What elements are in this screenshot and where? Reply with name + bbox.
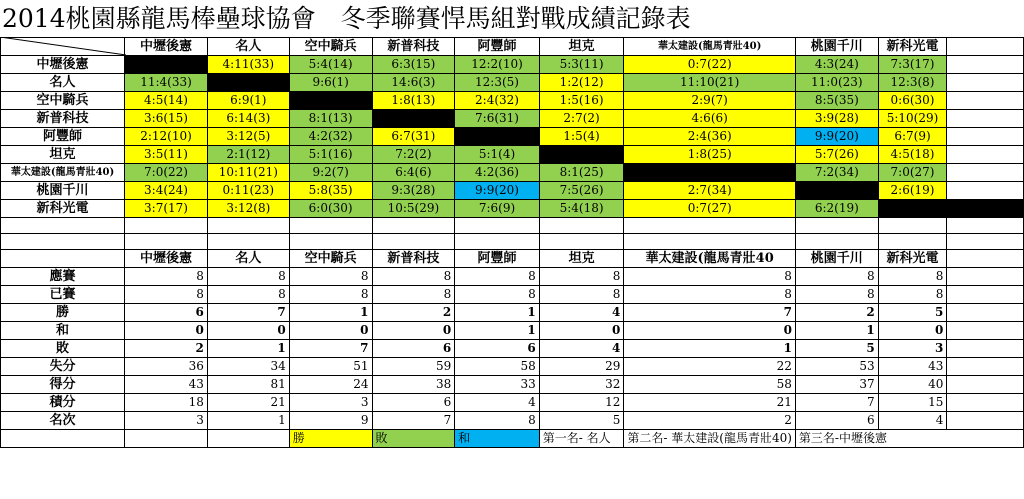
empty-cell xyxy=(947,74,1024,92)
empty-cell xyxy=(878,218,947,234)
stats-header-team: 坦克 xyxy=(539,250,624,268)
matrix-row-team: 新科光電 xyxy=(1,200,125,218)
score-cell: 7:2(34) xyxy=(795,164,878,182)
empty-cell xyxy=(947,128,1024,146)
score-cell: 8:5(35) xyxy=(795,92,878,110)
matrix-header-team: 中壢後憲 xyxy=(125,38,208,56)
blocked-cell xyxy=(372,110,455,128)
stats-value: 7 xyxy=(795,394,878,412)
stats-value: 8 xyxy=(539,286,624,304)
stats-value: 8 xyxy=(207,286,289,304)
score-cell: 3:5(11) xyxy=(125,146,208,164)
score-cell: 4:5(14) xyxy=(125,92,208,110)
empty-cell xyxy=(947,268,1024,286)
stats-value: 36 xyxy=(125,358,208,376)
score-cell: 7:3(17) xyxy=(878,56,947,74)
stats-value: 0 xyxy=(624,322,796,340)
stats-value: 2 xyxy=(795,304,878,322)
score-cell: 7:0(27) xyxy=(878,164,947,182)
score-cell: 14:6(3) xyxy=(372,74,455,92)
score-cell: 11:10(21) xyxy=(624,74,796,92)
blocked-cell xyxy=(539,146,624,164)
legend-rank1: 第一名- 名人 xyxy=(539,430,624,448)
score-cell: 6:7(9) xyxy=(878,128,947,146)
stats-value: 0 xyxy=(372,322,455,340)
stats-value: 59 xyxy=(372,358,455,376)
empty-cell xyxy=(207,430,289,448)
stats-value: 9 xyxy=(289,412,372,430)
empty-cell xyxy=(947,394,1024,412)
stats-value: 1 xyxy=(455,304,539,322)
blocked-cell xyxy=(455,128,539,146)
score-cell: 1:8(25) xyxy=(624,146,796,164)
matrix-row xyxy=(1,110,1024,128)
stats-value: 8 xyxy=(125,286,208,304)
legend-rank3: 第三名-中壢後憲 xyxy=(795,430,1023,448)
score-cell: 0:11(23) xyxy=(207,182,289,200)
empty-cell xyxy=(947,322,1024,340)
stats-row-label: 積分 xyxy=(1,394,125,412)
score-cell: 2:1(12) xyxy=(207,146,289,164)
score-cell: 6:0(30) xyxy=(289,200,372,218)
matrix-header-team: 華太建設(龍馬青壯40) xyxy=(624,38,796,56)
empty-cell xyxy=(125,430,208,448)
matrix-header-team: 新普科技 xyxy=(372,38,455,56)
stats-value: 1 xyxy=(455,322,539,340)
score-cell: 6:4(6) xyxy=(372,164,455,182)
score-cell: 7:0(22) xyxy=(125,164,208,182)
stats-header-team: 名人 xyxy=(207,250,289,268)
score-cell: 3:7(17) xyxy=(125,200,208,218)
stats-row-label: 應賽 xyxy=(1,268,125,286)
score-cell: 7:6(31) xyxy=(455,110,539,128)
stats-row xyxy=(1,322,1024,340)
empty-cell xyxy=(125,218,208,234)
empty-cell xyxy=(947,182,1024,200)
empty-cell xyxy=(455,234,539,250)
stats-value: 7 xyxy=(289,340,372,358)
stats-row-label: 勝 xyxy=(1,304,125,322)
empty-cell xyxy=(947,146,1024,164)
legend-win: 勝 xyxy=(289,430,372,448)
score-cell: 9:9(20) xyxy=(795,128,878,146)
stats-value: 0 xyxy=(289,322,372,340)
stats-value: 81 xyxy=(207,376,289,394)
matrix-row xyxy=(1,182,1024,200)
stats-value: 4 xyxy=(878,412,947,430)
empty-cell xyxy=(878,234,947,250)
stats-row xyxy=(1,412,1024,430)
score-cell: 5:4(14) xyxy=(289,56,372,74)
score-cell: 2:6(19) xyxy=(878,182,947,200)
stats-value: 6 xyxy=(125,304,208,322)
stats-value: 12 xyxy=(539,394,624,412)
stats-value: 8 xyxy=(624,268,796,286)
stats-value: 58 xyxy=(455,358,539,376)
spacer-row xyxy=(1,234,1024,250)
empty-cell xyxy=(289,234,372,250)
stats-value: 1 xyxy=(289,304,372,322)
empty-cell xyxy=(947,286,1024,304)
score-cell: 9:2(7) xyxy=(289,164,372,182)
matrix-header-row xyxy=(1,38,1024,56)
score-cell: 1:5(4) xyxy=(539,128,624,146)
empty-cell xyxy=(1,430,125,448)
score-cell: 1:2(12) xyxy=(539,74,624,92)
empty-cell xyxy=(125,234,208,250)
empty-cell xyxy=(539,234,624,250)
empty-cell xyxy=(947,200,1024,218)
score-cell: 12:3(8) xyxy=(878,74,947,92)
stats-header-team: 新科光電 xyxy=(878,250,947,268)
blocked-cell xyxy=(795,182,878,200)
stats-header-team: 中壢後憲 xyxy=(125,250,208,268)
stats-value: 24 xyxy=(289,376,372,394)
legend-loss: 敗 xyxy=(372,430,455,448)
empty-cell xyxy=(795,234,878,250)
score-cell: 9:9(20) xyxy=(455,182,539,200)
blocked-cell xyxy=(878,200,947,218)
stats-value: 6 xyxy=(455,340,539,358)
empty-cell xyxy=(947,218,1024,234)
stats-value: 21 xyxy=(207,394,289,412)
stats-value: 1 xyxy=(795,322,878,340)
stats-value: 8 xyxy=(795,286,878,304)
legend-rank2: 第二名- 華太建設(龍馬青壯40) xyxy=(624,430,796,448)
stats-header-team: 阿豐師 xyxy=(455,250,539,268)
stats-value: 8 xyxy=(289,286,372,304)
blocked-cell xyxy=(207,74,289,92)
stats-value: 0 xyxy=(125,322,208,340)
empty-cell xyxy=(947,376,1024,394)
stats-row-label: 失分 xyxy=(1,358,125,376)
score-cell: 0:7(22) xyxy=(624,56,796,74)
stats-value: 43 xyxy=(878,358,947,376)
stats-value: 51 xyxy=(289,358,372,376)
stats-value: 18 xyxy=(125,394,208,412)
stats-value: 1 xyxy=(207,340,289,358)
stats-value: 32 xyxy=(539,376,624,394)
matrix-row xyxy=(1,92,1024,110)
stats-value: 7 xyxy=(624,304,796,322)
score-cell: 3:4(24) xyxy=(125,182,208,200)
stats-value: 2 xyxy=(125,340,208,358)
stats-row-label: 得分 xyxy=(1,376,125,394)
stats-value: 5 xyxy=(795,340,878,358)
score-cell: 6:2(19) xyxy=(795,200,878,218)
stats-row xyxy=(1,376,1024,394)
empty-cell xyxy=(947,38,1024,56)
score-cell: 9:6(1) xyxy=(289,74,372,92)
score-cell: 4:5(18) xyxy=(878,146,947,164)
legend-row xyxy=(1,430,1024,448)
stats-row xyxy=(1,304,1024,322)
stats-value: 2 xyxy=(372,304,455,322)
score-cell: 1:5(16) xyxy=(539,92,624,110)
empty-cell xyxy=(947,358,1024,376)
empty-cell xyxy=(539,218,624,234)
stats-value: 8 xyxy=(795,268,878,286)
empty-cell xyxy=(1,218,125,234)
matrix-row xyxy=(1,200,1024,218)
stats-header-row xyxy=(1,250,1024,268)
score-cell: 5:3(11) xyxy=(539,56,624,74)
score-cell: 2:9(7) xyxy=(624,92,796,110)
stats-value: 4 xyxy=(539,304,624,322)
empty-cell xyxy=(947,56,1024,74)
score-cell: 4:6(6) xyxy=(624,110,796,128)
score-cell: 5:1(16) xyxy=(289,146,372,164)
stats-header-team: 新普科技 xyxy=(372,250,455,268)
stats-value: 33 xyxy=(455,376,539,394)
score-cell: 4:11(33) xyxy=(207,56,289,74)
empty-cell xyxy=(947,92,1024,110)
empty-cell xyxy=(947,250,1024,268)
matrix-header-team: 坦克 xyxy=(539,38,624,56)
score-cell: 10:11(21) xyxy=(207,164,289,182)
stats-header-team: 空中騎兵 xyxy=(289,250,372,268)
stats-value: 7 xyxy=(372,412,455,430)
blocked-cell xyxy=(624,164,796,182)
stats-row-label: 敗 xyxy=(1,340,125,358)
stats-value: 58 xyxy=(624,376,796,394)
score-cell: 10:5(29) xyxy=(372,200,455,218)
stats-value: 8 xyxy=(125,268,208,286)
score-cell: 7:6(9) xyxy=(455,200,539,218)
stats-value: 8 xyxy=(372,286,455,304)
legend-tie: 和 xyxy=(455,430,539,448)
score-cell: 3:12(8) xyxy=(207,200,289,218)
empty-cell xyxy=(947,304,1024,322)
matrix-header-team: 名人 xyxy=(207,38,289,56)
score-cell: 4:2(36) xyxy=(455,164,539,182)
matrix-row-team: 新普科技 xyxy=(1,110,125,128)
score-cell: 8:1(25) xyxy=(539,164,624,182)
score-cell: 5:1(4) xyxy=(455,146,539,164)
stats-value: 6 xyxy=(795,412,878,430)
empty-cell xyxy=(947,110,1024,128)
score-cell: 2:7(34) xyxy=(624,182,796,200)
score-cell: 3:12(5) xyxy=(207,128,289,146)
stats-value: 38 xyxy=(372,376,455,394)
stats-value: 4 xyxy=(539,340,624,358)
empty-cell xyxy=(947,234,1024,250)
matrix-row-team: 空中騎兵 xyxy=(1,92,125,110)
stats-value: 8 xyxy=(455,268,539,286)
stats-value: 22 xyxy=(624,358,796,376)
score-cell: 4:2(32) xyxy=(289,128,372,146)
stats-value: 8 xyxy=(455,286,539,304)
score-cell: 0:6(30) xyxy=(878,92,947,110)
stats-row xyxy=(1,286,1024,304)
stats-value: 34 xyxy=(207,358,289,376)
stats-value: 8 xyxy=(624,286,796,304)
empty-cell xyxy=(947,164,1024,182)
empty-cell xyxy=(947,340,1024,358)
score-cell: 6:7(31) xyxy=(372,128,455,146)
stats-value: 43 xyxy=(125,376,208,394)
score-cell: 6:9(1) xyxy=(207,92,289,110)
stats-value: 15 xyxy=(878,394,947,412)
score-cell: 11:0(23) xyxy=(795,74,878,92)
stats-value: 29 xyxy=(539,358,624,376)
score-cell: 2:4(32) xyxy=(455,92,539,110)
score-cell: 3:6(15) xyxy=(125,110,208,128)
score-cell: 2:4(36) xyxy=(624,128,796,146)
spacer-row xyxy=(1,218,1024,234)
score-cell: 3:9(28) xyxy=(795,110,878,128)
stats-value: 0 xyxy=(539,322,624,340)
stats-value: 5 xyxy=(539,412,624,430)
stats-row xyxy=(1,268,1024,286)
matrix-row xyxy=(1,128,1024,146)
stats-row xyxy=(1,394,1024,412)
stats-value: 8 xyxy=(372,268,455,286)
empty-cell xyxy=(372,218,455,234)
stats-row-label: 和 xyxy=(1,322,125,340)
score-cell: 12:3(5) xyxy=(455,74,539,92)
stats-row xyxy=(1,358,1024,376)
stats-value: 1 xyxy=(624,340,796,358)
stats-value: 40 xyxy=(878,376,947,394)
empty-cell xyxy=(624,234,796,250)
score-cell: 2:12(10) xyxy=(125,128,208,146)
score-cell: 11:4(33) xyxy=(125,74,208,92)
matrix-row-team: 名人 xyxy=(1,74,125,92)
stats-header-team: 華太建設(龍馬青壯40 xyxy=(624,250,796,268)
empty-cell xyxy=(289,218,372,234)
score-cell: 9:3(28) xyxy=(372,182,455,200)
stats-value: 0 xyxy=(207,322,289,340)
score-cell: 6:3(15) xyxy=(372,56,455,74)
matrix-row-team: 阿豐師 xyxy=(1,128,125,146)
empty-cell xyxy=(207,234,289,250)
stats-value: 6 xyxy=(372,394,455,412)
empty-cell xyxy=(947,412,1024,430)
score-cell: 5:4(18) xyxy=(539,200,624,218)
score-cell: 0:7(27) xyxy=(624,200,796,218)
stats-value: 37 xyxy=(795,376,878,394)
stats-value: 8 xyxy=(878,286,947,304)
stats-value: 3 xyxy=(289,394,372,412)
matrix-header-team: 新科光電 xyxy=(878,38,947,56)
blocked-cell xyxy=(125,56,208,74)
score-cell: 1:8(13) xyxy=(372,92,455,110)
stats-value: 8 xyxy=(878,268,947,286)
matrix-row xyxy=(1,146,1024,164)
empty-cell xyxy=(455,218,539,234)
matrix-header-team: 阿豐師 xyxy=(455,38,539,56)
stats-value: 3 xyxy=(125,412,208,430)
results-grid xyxy=(0,37,1024,448)
score-cell: 7:2(2) xyxy=(372,146,455,164)
empty-cell xyxy=(1,234,125,250)
score-cell: 7:5(26) xyxy=(539,182,624,200)
empty-cell xyxy=(624,218,796,234)
score-cell: 5:8(35) xyxy=(289,182,372,200)
matrix-header-team: 桃園千川 xyxy=(795,38,878,56)
stats-value: 3 xyxy=(878,340,947,358)
corner-cell xyxy=(1,38,125,56)
score-cell: 4:3(24) xyxy=(795,56,878,74)
stats-value: 2 xyxy=(624,412,796,430)
stats-value: 1 xyxy=(207,412,289,430)
matrix-row xyxy=(1,56,1024,74)
stats-value: 0 xyxy=(878,322,947,340)
stats-row-label: 已賽 xyxy=(1,286,125,304)
matrix-header-team: 空中騎兵 xyxy=(289,38,372,56)
score-cell: 6:14(3) xyxy=(207,110,289,128)
score-cell: 8:1(13) xyxy=(289,110,372,128)
stats-value: 7 xyxy=(207,304,289,322)
empty-cell xyxy=(795,218,878,234)
stats-row-label: 名次 xyxy=(1,412,125,430)
page-title: 2014桃園縣龍馬棒壘球協會 冬季聯賽悍馬組對戰成績記錄表 xyxy=(2,4,691,33)
matrix-row-team: 中壢後憲 xyxy=(1,56,125,74)
score-cell: 5:10(29) xyxy=(878,110,947,128)
stats-value: 8 xyxy=(455,412,539,430)
stats-value: 6 xyxy=(372,340,455,358)
empty-cell xyxy=(1,250,125,268)
stats-value: 21 xyxy=(624,394,796,412)
matrix-row-team: 坦克 xyxy=(1,146,125,164)
empty-cell xyxy=(372,234,455,250)
stats-value: 8 xyxy=(539,268,624,286)
stats-header-team: 桃園千川 xyxy=(795,250,878,268)
stats-value: 53 xyxy=(795,358,878,376)
stats-row xyxy=(1,340,1024,358)
matrix-row-team: 華太建設(龍馬青壯40) xyxy=(1,164,125,182)
matrix-row-team: 桃園千川 xyxy=(1,182,125,200)
score-cell: 2:7(2) xyxy=(539,110,624,128)
stats-value: 8 xyxy=(207,268,289,286)
score-cell: 12:2(10) xyxy=(455,56,539,74)
stats-value: 4 xyxy=(455,394,539,412)
stats-value: 5 xyxy=(878,304,947,322)
stats-value: 8 xyxy=(289,268,372,286)
matrix-row xyxy=(1,164,1024,182)
empty-cell xyxy=(207,218,289,234)
matrix-row xyxy=(1,74,1024,92)
score-cell: 5:7(26) xyxy=(795,146,878,164)
blocked-cell xyxy=(289,92,372,110)
